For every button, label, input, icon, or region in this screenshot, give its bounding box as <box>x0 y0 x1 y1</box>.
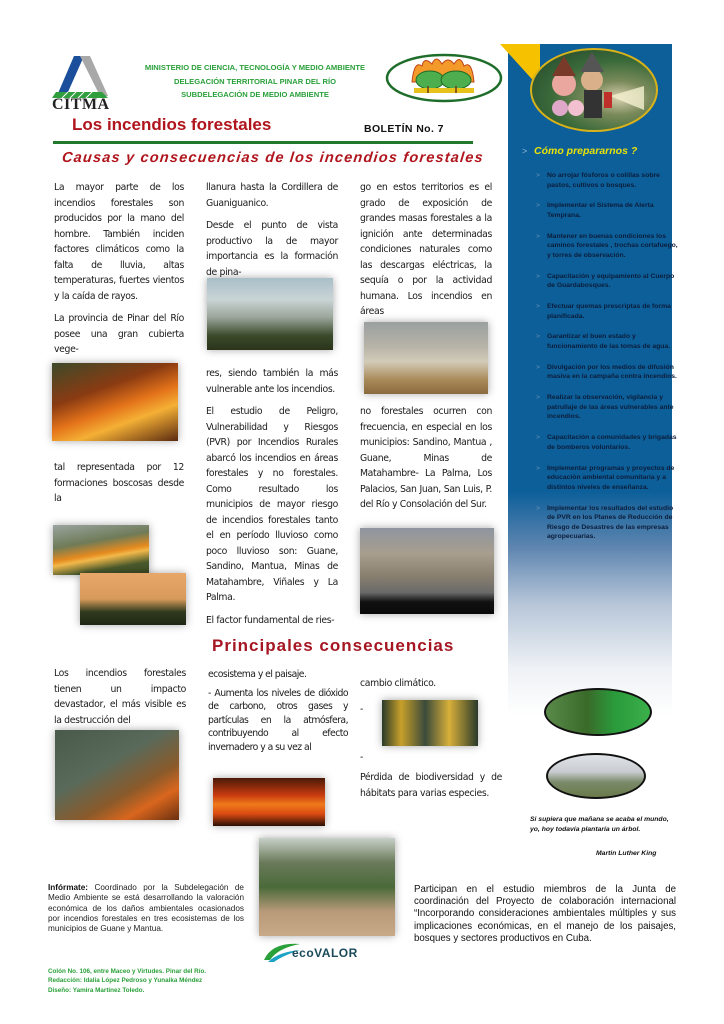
brush-fire-photo <box>53 525 149 575</box>
list-item: > Efectuar quemas prescriptas de forma planificada. <box>536 303 671 320</box>
forest-fire-photo <box>52 363 178 441</box>
chevron-right-icon: > <box>536 363 540 371</box>
chevron-right-icon: > <box>536 434 540 442</box>
paragraph: ecosistema y el paisaje. <box>208 669 307 680</box>
chevron-right-icon: > <box>536 172 540 179</box>
consequences-col2 <box>208 668 348 760</box>
forest-fire-emblem <box>384 52 504 104</box>
list-item: > Divulgación por los medios de difusión masiva en la campaña contra incendios. <box>536 363 677 381</box>
forest-ranger-photo <box>544 688 652 736</box>
paragraph: tal representada por 12 formaciones boscosas desde la <box>54 462 184 504</box>
lightning-sky-photo <box>80 573 186 625</box>
watchtower-photo <box>546 753 646 799</box>
smoke-cloud-photo <box>360 528 494 614</box>
list-item: > Capacitación y equipamiento al Cuerpo de Guardabosques. <box>536 272 675 290</box>
bullet-dash: - <box>360 752 364 763</box>
bullet-dash: - <box>360 704 364 715</box>
article-col2-top <box>206 180 338 287</box>
paragraph: La provincia de Pinar del Río posee una gran cubierta vege- <box>54 313 184 355</box>
brigade-photo <box>382 700 478 746</box>
cartoon-characters-icon <box>532 50 658 132</box>
chevron-right-icon: > <box>536 303 540 311</box>
field-burning-photo <box>364 322 488 394</box>
chevron-right-icon: > <box>536 464 540 472</box>
list-item: > Capacitación a comunidades y brigadas de bomberos voluntarios. <box>536 434 677 451</box>
article-col1-top <box>54 180 184 365</box>
header-divider <box>53 141 473 144</box>
bulletin-number: BOLETÍN No. 7 <box>364 123 444 135</box>
participants-note: Participan en el estudio miembros de la Junta de coordinación del Proyecto de colaboración internacional “Incorporando consideraciones ambientales múltiples y sus implicaciones económicas, en el manejo de los paisajes, bosques y sectores productivos en Cuba. <box>414 884 676 944</box>
citma-logo-text: CITMA <box>52 96 110 113</box>
list-item: > Garantizar el buen estado y funcionamiento de las tomas de agua. <box>536 333 671 351</box>
paragraph: cambio climático. <box>360 678 436 689</box>
ministry-heading <box>120 61 390 102</box>
chevron-right-icon: > <box>536 394 540 402</box>
paragraph: Desde el punto de vista productivo la de mayor importancia es la formación de pina- <box>206 220 338 278</box>
section-title-consequences: Principales consecuencias <box>212 636 455 655</box>
ecovalor-logo <box>262 938 384 968</box>
list-item: > Mantener en buenas condiciones los caminos forestales , trochas cortafuego, y torres de observación. <box>536 232 678 259</box>
preparedness-title: Cómo prepararnos ? <box>534 145 638 157</box>
paragraph: res, siendo también la más vulnerable ante los incendios. <box>206 368 338 395</box>
ministry-line: MINISTERIO DE CIENCIA, TECNOLOGÍA Y MEDIO AMBIENTE <box>144 63 366 72</box>
article-col3-top <box>360 180 492 327</box>
credit-line: Colón No. 106, entre Maceo y Virtudes. Pinar del Río. <box>48 968 207 975</box>
credit-line: Diseño: Yamira Martínez Toledo. <box>48 986 145 994</box>
consequences-col1 <box>54 666 186 735</box>
article-col3-bottom <box>360 404 492 520</box>
firefighters-photo <box>55 730 179 820</box>
informate-text: Coordinado por la Subdelegación de Medio Ambiente se está desarrollando la valoración económica de los daños ambientales ocasionados por incendios forestales en tres ecosistemas de los municipios de Guane y Mantua. <box>48 883 244 934</box>
paragraph: no forestales ocurren con frecuencia, en especial en los municipios: Sandino, Mantua , Guane, Minas de Matahambre- La Palma, Los Palacios, San Juan, San Luis, P. del Río y Consolación del Sur. <box>360 406 492 510</box>
quote-author: Martin Luther King <box>596 850 657 857</box>
team-group-photo <box>259 838 395 936</box>
credit-line: Redacción: Idalia López Pedroso y Yunaika Méndez <box>48 977 203 985</box>
chevron-right-icon: > <box>536 272 540 280</box>
paragraph: El estudio de Peligro, Vulnerabilidad y Riesgos (PVR) por Incendios Rurales abarcó los incendios en áreas forestales y no forestales. Como resultado los municipios de mayor riesgo de incendios forestales tanto el en período lluvioso como poco lluvioso son: Guane, Sandino, Mantua, Minas de Matahambre, Viñales y La Palma. <box>206 406 338 603</box>
list-item: > Implementar programas y proyectos de educación ambiental comunitaria y a distintos niveles de enseñanza. <box>536 464 675 491</box>
chevron-right-icon: > <box>536 333 540 341</box>
article-col1-bottom <box>54 460 184 514</box>
chevron-right-icon: > <box>536 232 540 240</box>
ecovalor-wordmark: ecoVALOR <box>292 946 358 960</box>
cartoon-illustration <box>530 48 658 132</box>
paragraph: go en estos territorios es el grado de exposición de grandes masas forestales a la ignición ante determinadas condiciones naturales como las descargas eléctricas, la sequía o por la actividad humana. Los incendios en áreas <box>360 182 492 317</box>
article-col2-bottom <box>206 366 338 635</box>
list-item: > No arrojar fósforos o colillas sobre pastos, cultivos o bosques. <box>536 172 660 189</box>
page-title: Los incendios forestales <box>72 115 272 134</box>
paragraph: llanura hasta la Cordillera de Guaniguanico. <box>206 182 338 209</box>
consequences-col3-bottom <box>360 770 502 808</box>
paragraph: Los incendios forestales tienen un impacto devastador, el más visible es la destrucción del <box>54 668 186 726</box>
paragraph: Pérdida de biodiversidad y de hábitats para varias especies. <box>360 772 502 799</box>
ministry-line: SUBDELEGACIÓN DE MEDIO AMBIENTE <box>181 90 329 99</box>
credits <box>48 967 206 995</box>
chevron-right-icon: > <box>536 202 540 210</box>
consequences-col3 <box>360 676 500 699</box>
paragraph: La mayor parte de los incendios forestales son producidos por la mano del hombre. También inciden factores climáticos como la falta de lluvia, altas temperaturas, fuertes vientos y la caída de rayos. <box>54 182 184 302</box>
paragraph: El factor fundamental de ries- <box>206 614 335 626</box>
section-title-causes: Causas y consecuencias de los incendios forestales <box>61 150 485 166</box>
list-item: > Realizar la observación, vigilancia y patrullaje de las áreas vulnerables ante incendios. <box>536 394 674 421</box>
list-item: > Implementar el Sistema de Alerta Temprana. <box>536 202 654 219</box>
list-item: > Implementar los resultados del estudio de PVR en los Planes de Reducción de Riesgo de Desastres de las empresas agropecuarias. <box>536 504 674 541</box>
quote-text: Si supiera que mañana se acaba el mundo, yo, hoy todavía plantaría un árbol. <box>530 816 669 833</box>
deer-fire-photo <box>213 778 325 826</box>
chevron-right-icon: > <box>522 146 528 156</box>
informate-note <box>48 883 244 934</box>
ministry-line: DELEGACIÓN TERRITORIAL PINAR DEL RÍO <box>173 76 336 86</box>
paragraph: - Aumenta los niveles de dióxido de carbono, otros gases y partículas en la atmósfera, contribuyendo al efecto invernadero y a su vez al <box>208 687 348 753</box>
chevron-right-icon: > <box>536 504 540 512</box>
informate-label: Infórmate: <box>48 883 89 892</box>
pine-forest-smoke-photo <box>207 278 333 350</box>
preparedness-list <box>518 171 678 553</box>
